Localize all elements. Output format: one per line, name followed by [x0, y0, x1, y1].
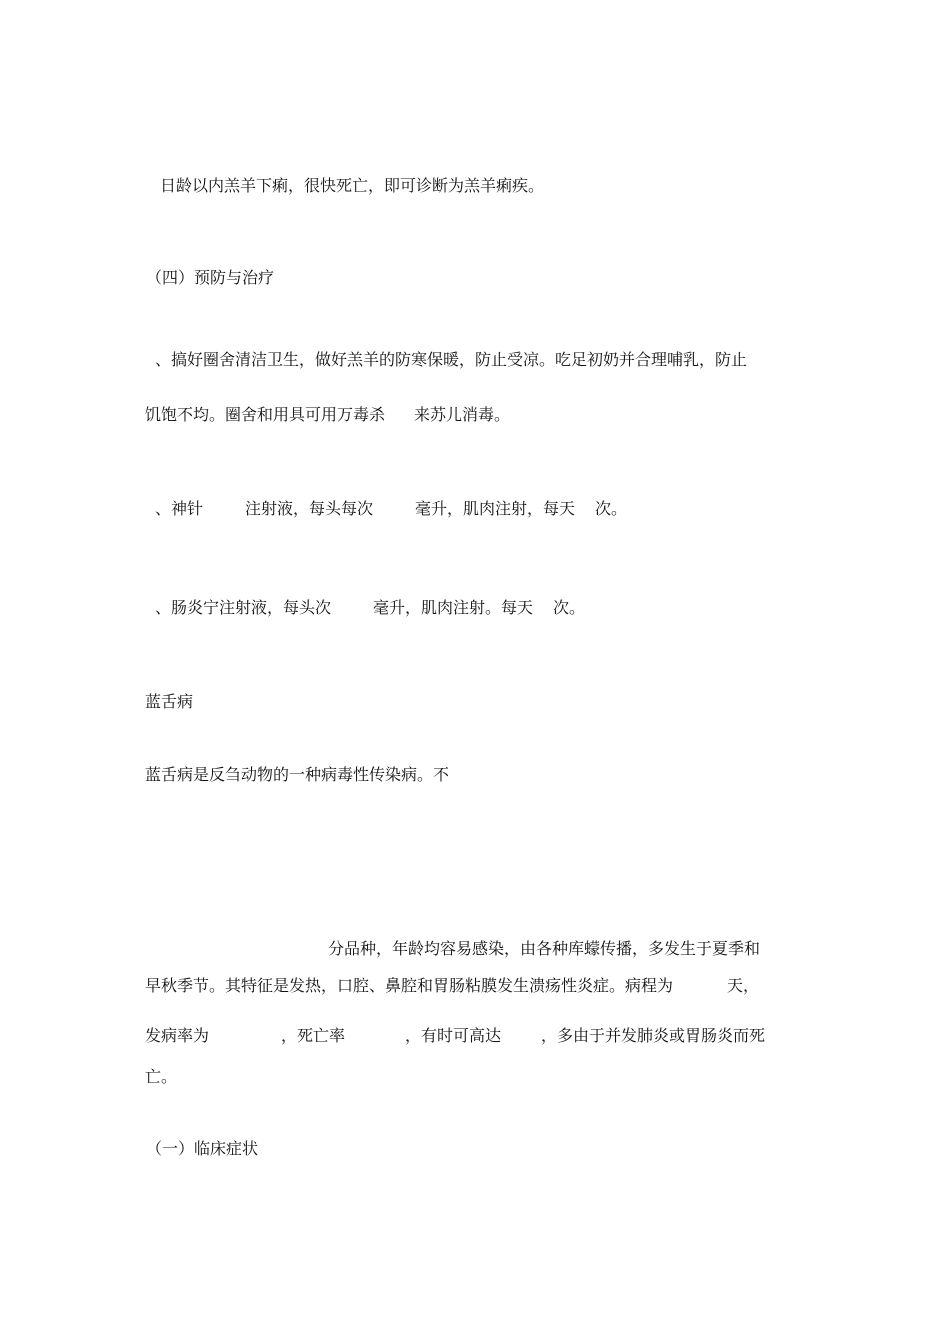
list-item-2 — [155, 499, 627, 519]
paragraph-line-2-part-a: 早秋季节。其特征是发热，口腔、鼻腔和胃肠粘膜发生溃疡性炎症。病程为 — [145, 976, 674, 995]
bluetongue-intro-text: 蓝舌病是反刍动物的一种病毒性传染病。不 — [145, 765, 450, 784]
section-heading-symptoms — [146, 1139, 258, 1159]
list-item-1-continuation — [145, 405, 510, 425]
paragraph-line-2-part-b: 天， — [727, 976, 760, 995]
list-item-1-text-cont-2: 来苏儿消毒。 — [414, 405, 511, 424]
list-item-3-part-b: 毫升，肌肉注射。每天 — [373, 598, 534, 617]
section-heading-prevention — [146, 268, 274, 288]
paragraph-line-3-part-c: ，有时可高达 — [405, 1026, 502, 1045]
list-item-2-part-b: 注射液，每头每次 — [245, 499, 374, 518]
paragraph-line-3-part-b: ，死亡率 — [281, 1026, 346, 1045]
paragraph-line-3-part-a: 发病率为 — [145, 1026, 210, 1045]
section-heading-text: （四）预防与治疗 — [146, 268, 275, 287]
section-heading-text: （一）临床症状 — [146, 1139, 259, 1158]
section-heading-text: 蓝舌病 — [145, 692, 194, 711]
list-item-3 — [155, 598, 585, 618]
list-item-3-part-a: 、肠炎宁注射液，每头次 — [155, 598, 332, 617]
paragraph-line-4-text: 亡。 — [145, 1067, 178, 1086]
paragraph-line-3 — [145, 1026, 765, 1046]
list-item-2-part-d: 次。 — [595, 499, 628, 518]
paragraph-line-2 — [145, 976, 759, 996]
list-item-1-text: 、搞好圈舍清洁卫生，做好羔羊的防寒保暖，防止受凉。吃足初奶并合理哺乳，防止 — [155, 350, 748, 369]
paragraph-line-1-text: 分品种，年龄均容易感染，由各种库蠓传播，多发生于夏季和 — [328, 939, 761, 958]
text-line — [160, 176, 544, 196]
paragraph-line-3-part-d: ，多由于并发肺炎或胃肠炎而死 — [541, 1026, 766, 1045]
bluetongue-intro-line — [145, 765, 449, 785]
list-item-1 — [155, 350, 747, 370]
paragraph-line-4 — [145, 1067, 177, 1087]
list-item-2-part-a: 、神针 — [155, 499, 204, 518]
list-item-1-text-cont-1: 饥饱不均。圈舍和用具可用万毒杀 — [145, 405, 386, 424]
section-heading-bluetongue — [145, 692, 193, 712]
list-item-3-part-c: 次。 — [553, 598, 586, 617]
list-item-2-part-c: 毫升，肌肉注射，每天 — [415, 499, 576, 518]
paragraph-line-1 — [328, 939, 760, 959]
text-line-content: 日龄以内羔羊下痢，很快死亡，即可诊断为羔羊痢疾。 — [160, 176, 545, 195]
